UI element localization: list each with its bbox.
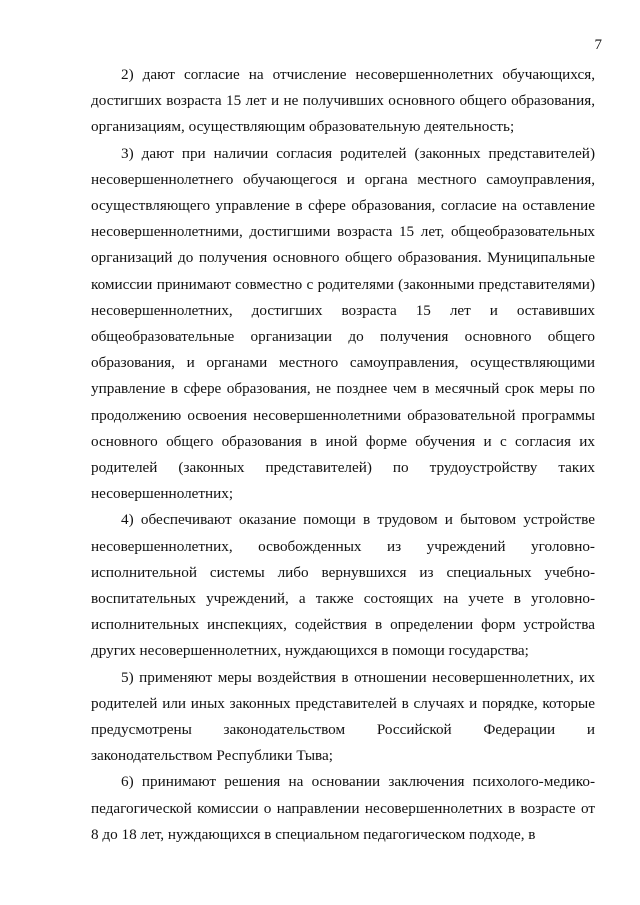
paragraph-item-6: 6) принимают решения на основании заключения психолого-медико-педагогической комиссии о направлении несовершеннолетних в возрасте от 8 до 18 лет, нуждающихся в специальном педагогическом подходе, в — [91, 773, 595, 843]
paragraph-item-5: 5) применяют меры воздействия в отношении несовершеннолетних, их родителей или иных законных представителей в случаях и порядке, которые предусмотрены законодательством Российской Федерации и законодательством Республики Тыва; — [91, 668, 595, 765]
document-body — [91, 62, 595, 848]
paragraph-item-2: 2) дают согласие на отчисление несовершеннолетних обучающихся, достигших возраста 15 лет и не получивших основного общего образования, организациям, осуществляющим образовательную деятельность; — [91, 66, 595, 136]
paragraph-item-4: 4) обеспечивают оказание помощи в трудовом и бытовом устройстве несовершеннолетних, освобожденных из учреждений уголовно-исполнительной системы либо вернувшихся из специальных учебно-воспитательных учреждений, а также состоящих на учете в уголовно-исполнительных инспекциях, содействия в определении форм устройства других несовершеннолетних, нуждающихся в помощи государства; — [91, 511, 595, 660]
page-number: 7 — [594, 37, 602, 53]
paragraph-item-3: 3) дают при наличии согласия родителей (законных представителей) несовершеннолетнего обучающегося и органа местного самоуправления, осуществляющего управление в сфере образования, согласие на оставление несовершеннолетними, достигшими возраста 15 лет, общеобразовательных организаций до получения основного общего образования. Муниципальные комиссии принимают совместно с родителями (законными представителями) несовершеннолетних, достигших возраста 15 лет и оставивших общеобразовательные организации до получения основного общего образования, и органами местного самоуправления, осуществляющими управление в сфере образования, не позднее чем в месячный срок меры по продолжению освоения несовершеннолетними образовательной программы основного общего образования в иной форме обучения и с согласия их родителей (законных представителей) по трудоустройству таких несовершеннолетних; — [91, 144, 595, 503]
